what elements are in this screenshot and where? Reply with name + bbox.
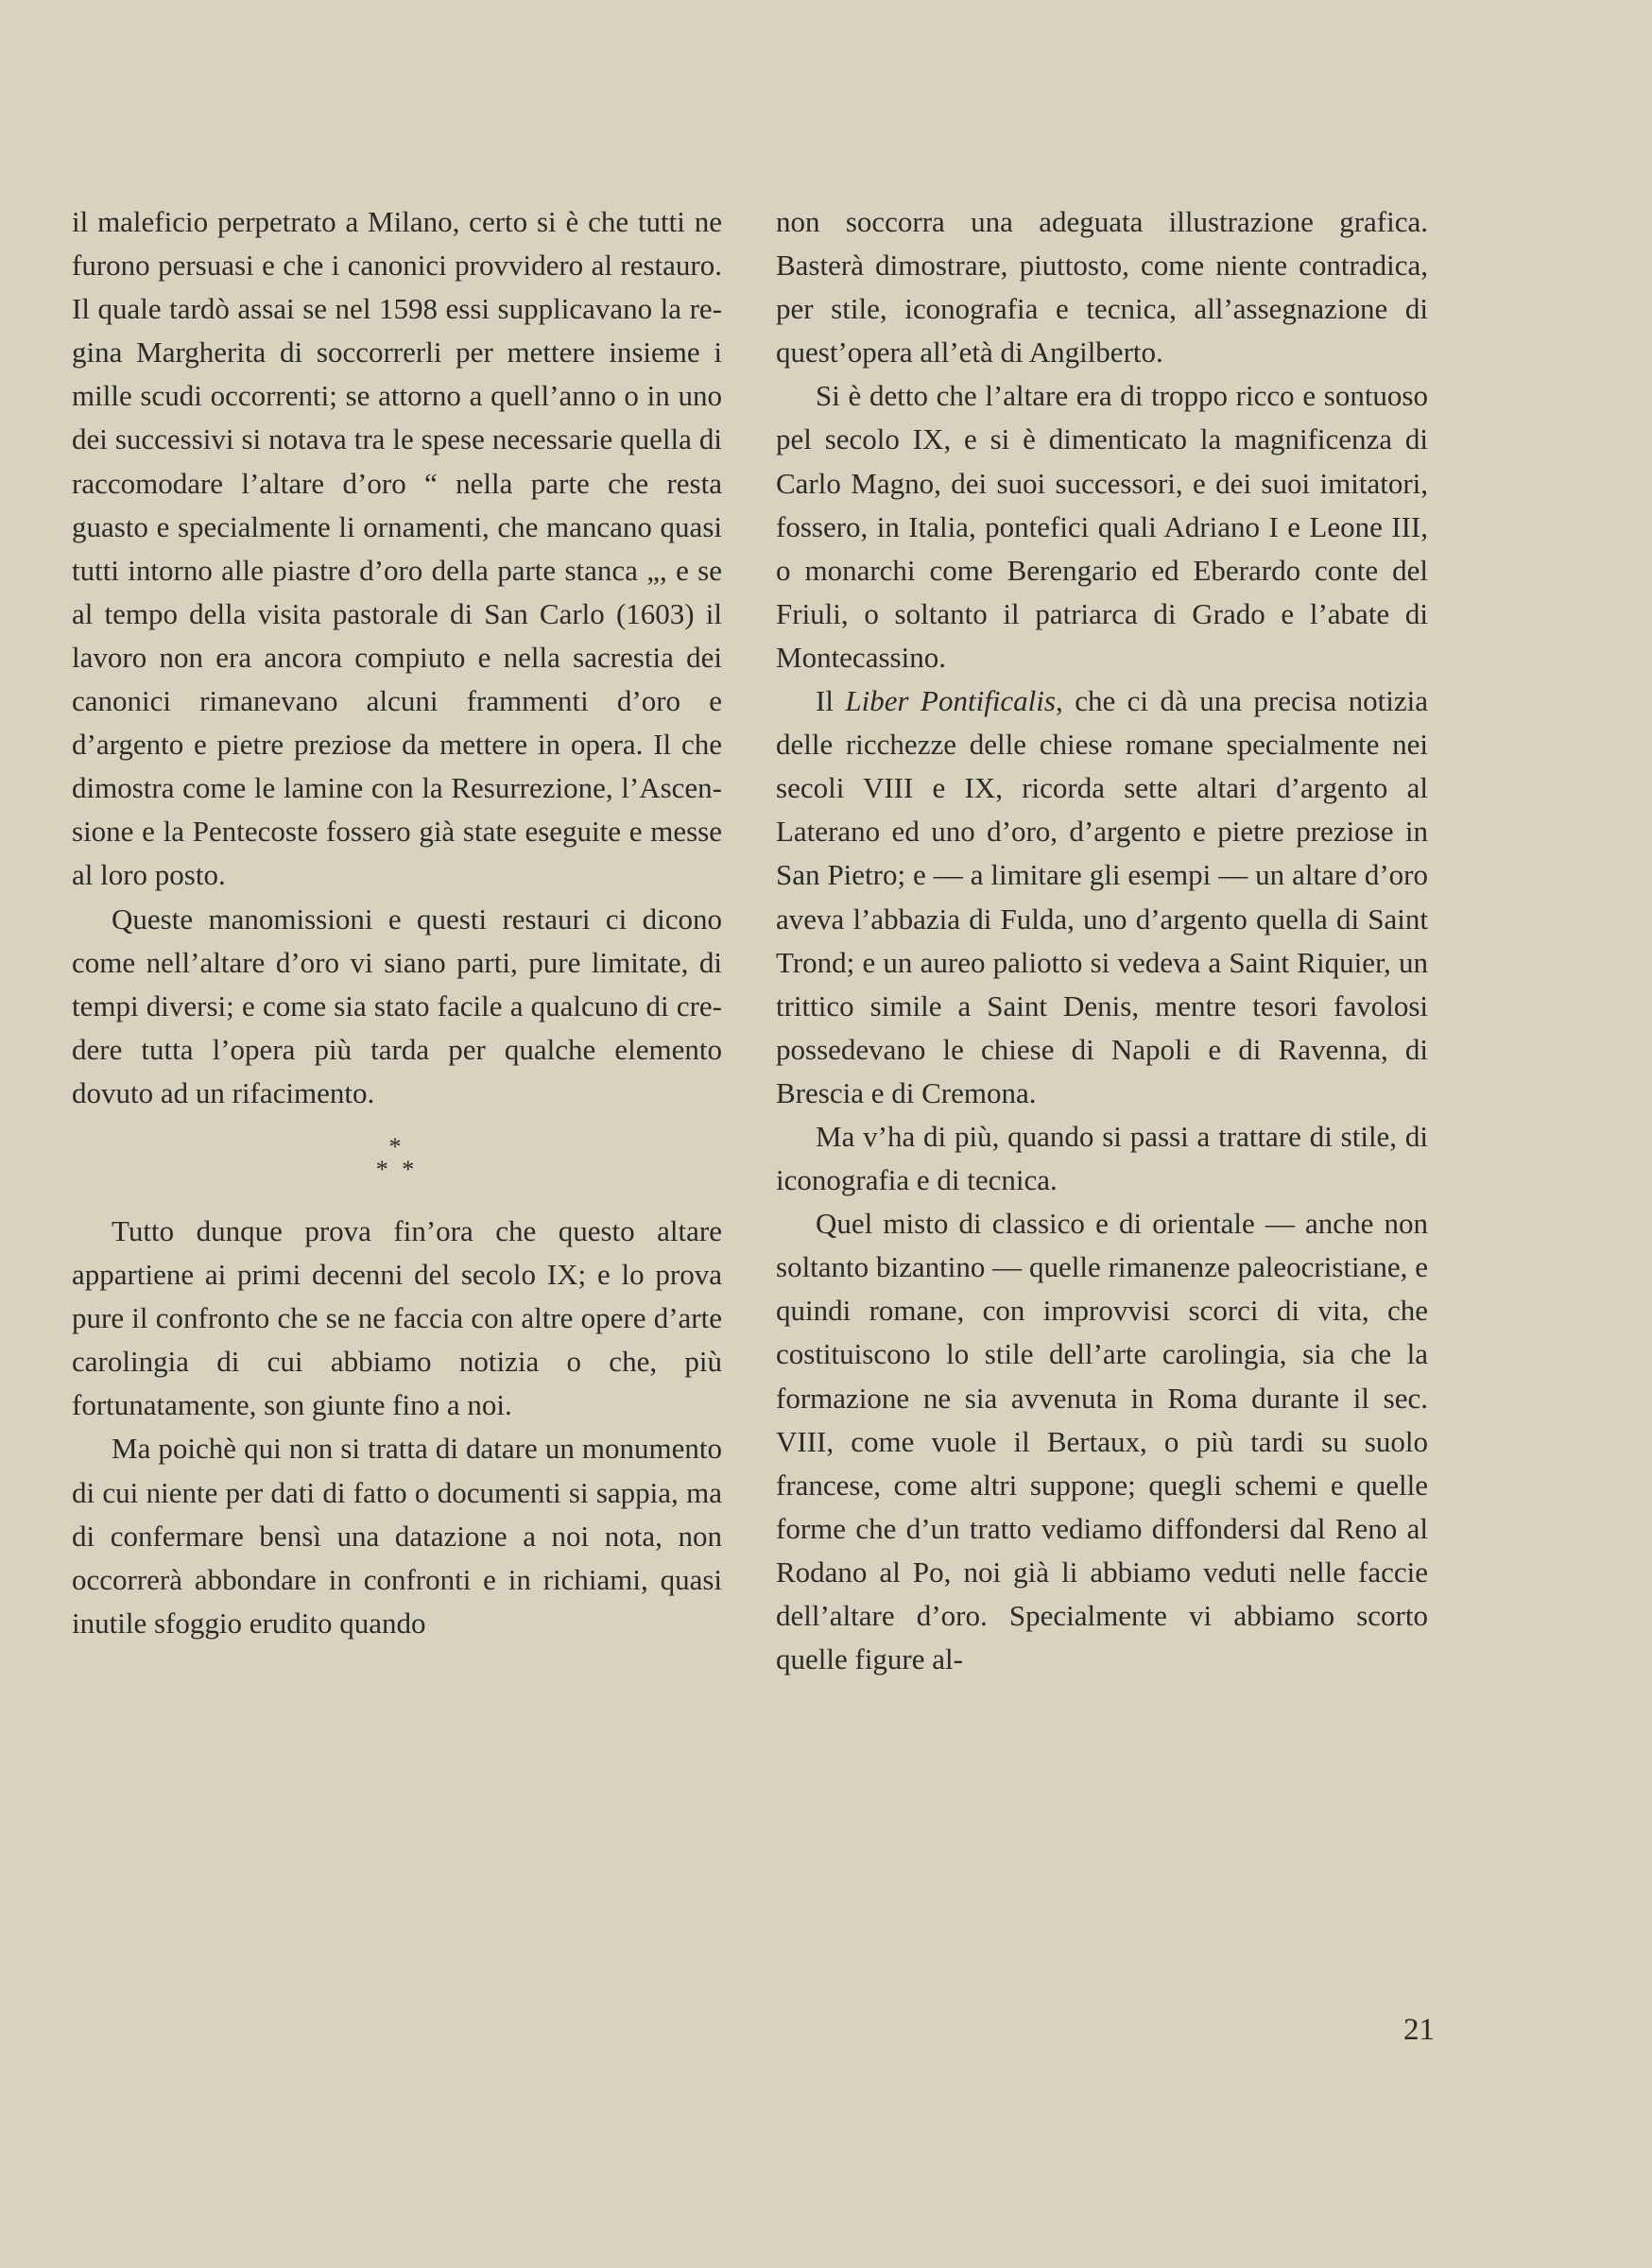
- section-separator: [72, 1132, 722, 1183]
- paragraph: Si è detto che l’altare era di troppo ricco e sontuoso pel secolo IX, e si è dimenticato la magnificenza di Carlo Magno, dei suoi successori, e dei suoi imitatori, fossero, in Italia, pontefici quali Adriano I e Leone III, o monarchi come Berengario ed Eberardo conte del Friuli, o soltanto il patriarca di Grado e l’abate di Montecassino.: [776, 379, 1428, 674]
- paragraph: [776, 679, 1428, 1115]
- paragraph: Quel misto di classico e di orientale — anche non soltanto bizantino — quelle rimanenze paleocristiane, e quindi romane, con improvvisi scorci di vita, che costituiscono lo stile dell’arte carolingia, sia che la formazione ne sia avvenuta in Roma durante il sec. VIII, come vuole il Bertaux, o più tardi su suolo francese, come altri suppone; quegli schemi e quelle forme che d’un tratto vediamo diffondersi dal Reno al Rodano al Po, noi già li abbiamo veduti nelle faccie dell’altare d’oro. Specialmente vi abbiamo scorto quelle figure al-: [776, 1207, 1428, 1676]
- paragraph: non soccorra una adeguata illustrazione grafica. Basterà dimostrare, piuttosto, come niente contradica, per stile, iconografia e tecnica, all’assegnazione di quest’opera all’età di Angilberto.: [776, 205, 1428, 369]
- asterism-bottom: * *: [375, 1155, 419, 1183]
- paragraph-start: Il: [816, 684, 846, 718]
- page-number: 21: [1403, 2013, 1435, 2047]
- paragraph: Ma v’ha di più, quando si passi a trattare di stile, di iconografia e di tecnica.: [776, 1119, 1428, 1197]
- paragraph: Queste manomissioni e questi restauri ci dicono come nell’altare d’oro vi siano parti, pure limitate, di tempi diversi; e come sia stato facile a qualcuno di credere tutta l’opera più tarda per qualche elemento dovuto ad un rifacimento.: [72, 902, 722, 1109]
- paragraph: Ma poichè qui non si tratta di datare un monumento di cui niente per dati di fatto o documenti si sappia, ma di confermare bensì una datazione a noi nota, non occorrerà abbondare in confronti e in richiami, quasi inutile sfoggio erudito quando: [72, 1432, 722, 1640]
- paragraph: Tutto dunque prova fin’ora che questo altare appartiene ai primi decenni del secolo IX; e lo prova pure il confronto che se ne faccia con altre opere d’arte carolingia di cui abbiamo notizia o che, più fortunatamente, son giunte fino a noi.: [72, 1213, 722, 1422]
- paragraph-rest: , che ci dà una precisa notizia delle ricchezze delle chiese romane specialmente nei secoli VIII e IX, ricorda sette altari d’argento al Laterano ed uno d’oro, d’argento e pietre preziose in San Pietro; e — a limitare gli esempi — un altare d’oro aveva l’abbazia di Fulda, uno d’argento quella di Saint Trond; e un aureo paliotto si vedeva a Saint Riquier, un trittico simile a Saint Denis, mentre tesori favolosi possedevano le chiese di Napoli e di Ravenna, di Brescia e di Cremona.: [776, 684, 1429, 1109]
- paragraph: il maleficio perpetrato a Milano, certo si è che tutti ne furono persuasi e che i canonici provvidero al restauro. Il quale tardò assai se nel 1598 essi supplicavano la regina Margherita di soccorrerli per mettere insieme i mille scudi occorrenti; se attorno a quell’anno o in uno dei successivi si notava tra le spese necessarie quella di raccomodare l’altare d’oro “ nella parte che resta guasto e specialmente li ornamenti, che mancano quasi tutti intorno alle piastre d’oro della parte stanca „, e se al tempo della visita pastorale di San Carlo (1603) il lavoro non era ancora compiuto e nella sacrestia dei canonici rimanevano alcuni frammenti d’oro e d’argento e pietre preziose da mettere in opera. Il che dimostra come le lamine con la Resurrezione, l’Ascensione e la Pentecoste fossero già state eseguite e messe al loro posto.: [72, 205, 722, 892]
- italic-title: Liber Pontificalis: [845, 684, 1056, 718]
- right-text-column: [776, 200, 1428, 1681]
- left-text-column: [72, 200, 722, 1645]
- asterism-top: *: [388, 1132, 405, 1160]
